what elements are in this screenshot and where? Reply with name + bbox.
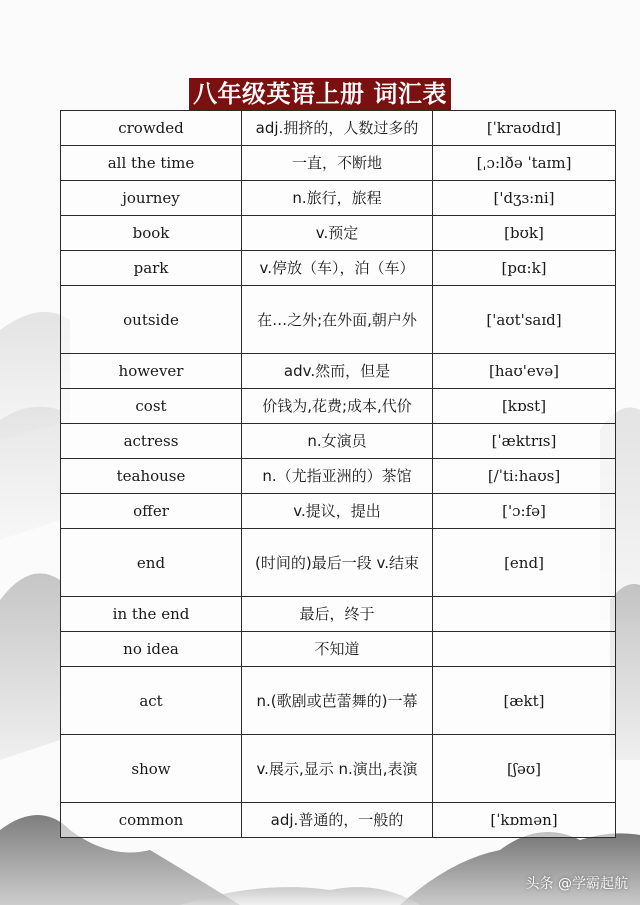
table-row bbox=[61, 459, 616, 494]
word-cell: park bbox=[61, 251, 242, 286]
word-cell: common bbox=[61, 803, 242, 838]
table-row bbox=[61, 803, 616, 838]
table-row bbox=[61, 216, 616, 251]
meaning-cell: adj.拥挤的，人数过多的 bbox=[242, 111, 433, 146]
phonetic-cell: [ˈkɒmən] bbox=[433, 803, 616, 838]
meaning-cell: n.(歌剧或芭蕾舞的)一幕 bbox=[242, 667, 433, 735]
phonetic-cell: [end] bbox=[433, 529, 616, 597]
page-title: 八年级英语上册 词汇表 bbox=[189, 78, 451, 110]
phonetic-cell: ['aʊt'saɪd] bbox=[433, 286, 616, 354]
table-row bbox=[61, 529, 616, 597]
word-cell: journey bbox=[61, 181, 242, 216]
word-cell: book bbox=[61, 216, 242, 251]
table-row bbox=[61, 251, 616, 286]
phonetic-cell: [ˈkraʊdɪd] bbox=[433, 111, 616, 146]
meaning-cell: v.展示,显示 n.演出,表演 bbox=[242, 735, 433, 803]
vocabulary-table-body bbox=[61, 111, 616, 838]
phonetic-cell: [kɒst] bbox=[433, 389, 616, 424]
meaning-cell: 在…之外;在外面,朝户外 bbox=[242, 286, 433, 354]
phonetic-cell: [ʃəʊ] bbox=[433, 735, 616, 803]
word-cell: however bbox=[61, 354, 242, 389]
meaning-cell: n.女演员 bbox=[242, 424, 433, 459]
word-cell: in the end bbox=[61, 597, 242, 632]
word-cell: show bbox=[61, 735, 242, 803]
phonetic-cell: [haʊ'evə] bbox=[433, 354, 616, 389]
phonetic-cell: [ˈæktrɪs] bbox=[433, 424, 616, 459]
title-container bbox=[0, 78, 640, 110]
table-row bbox=[61, 146, 616, 181]
table-row bbox=[61, 424, 616, 459]
phonetic-cell: [pɑ:k] bbox=[433, 251, 616, 286]
table-row bbox=[61, 354, 616, 389]
phonetic-cell: ['ɔ:fə] bbox=[433, 494, 616, 529]
meaning-cell: n.（尤指亚洲的）茶馆 bbox=[242, 459, 433, 494]
meaning-cell: adj.普通的，一般的 bbox=[242, 803, 433, 838]
watermark: 头条 @学霸起航 bbox=[525, 876, 628, 892]
word-cell: end bbox=[61, 529, 242, 597]
meaning-cell: v.预定 bbox=[242, 216, 433, 251]
table-row bbox=[61, 286, 616, 354]
meaning-cell: n.旅行，旅程 bbox=[242, 181, 433, 216]
word-cell: actress bbox=[61, 424, 242, 459]
phonetic-cell: [ækt] bbox=[433, 667, 616, 735]
word-cell: act bbox=[61, 667, 242, 735]
table-row bbox=[61, 632, 616, 667]
table-row bbox=[61, 389, 616, 424]
phonetic-cell: [bʊk] bbox=[433, 216, 616, 251]
phonetic-cell: [/ˈti:haʊs] bbox=[433, 459, 616, 494]
table-row bbox=[61, 735, 616, 803]
table-row bbox=[61, 494, 616, 529]
table-row bbox=[61, 667, 616, 735]
vocabulary-table bbox=[60, 110, 616, 838]
word-cell: crowded bbox=[61, 111, 242, 146]
table-row bbox=[61, 111, 616, 146]
table-row bbox=[61, 181, 616, 216]
word-cell: cost bbox=[61, 389, 242, 424]
phonetic-cell bbox=[433, 632, 616, 667]
word-cell: no idea bbox=[61, 632, 242, 667]
table-row bbox=[61, 597, 616, 632]
word-cell: teahouse bbox=[61, 459, 242, 494]
phonetic-cell: [ˌɔ:lðə ˈtaɪm] bbox=[433, 146, 616, 181]
meaning-cell: 不知道 bbox=[242, 632, 433, 667]
word-cell: outside bbox=[61, 286, 242, 354]
phonetic-cell bbox=[433, 597, 616, 632]
meaning-cell: 一直，不断地 bbox=[242, 146, 433, 181]
meaning-cell: (时间的)最后一段 v.结束 bbox=[242, 529, 433, 597]
word-cell: offer bbox=[61, 494, 242, 529]
meaning-cell: 价钱为,花费;成本,代价 bbox=[242, 389, 433, 424]
phonetic-cell: ['dʒɜ:ni] bbox=[433, 181, 616, 216]
word-cell: all the time bbox=[61, 146, 242, 181]
meaning-cell: adv.然而，但是 bbox=[242, 354, 433, 389]
meaning-cell: 最后，终于 bbox=[242, 597, 433, 632]
meaning-cell: v.停放（车），泊（车） bbox=[242, 251, 433, 286]
meaning-cell: v.提议，提出 bbox=[242, 494, 433, 529]
